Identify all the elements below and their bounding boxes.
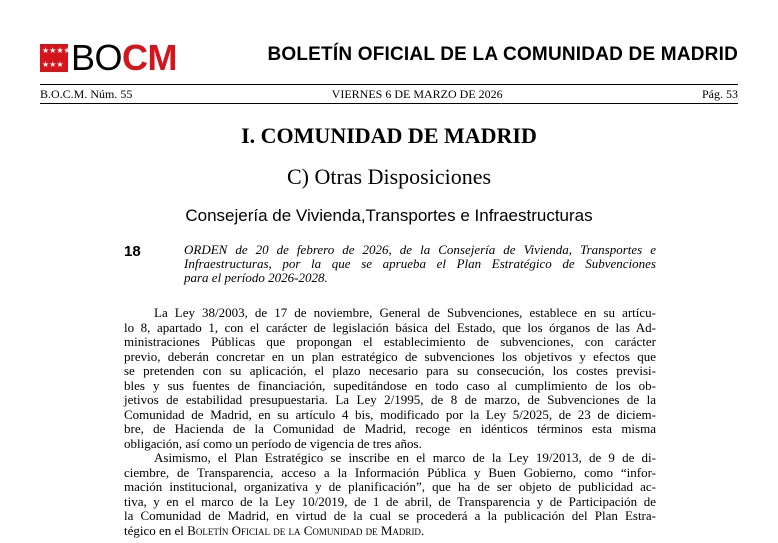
bulletin-name-smallcaps: Boletín Oficial de la Comunidad de Madrid bbox=[187, 522, 421, 538]
header-meta bbox=[40, 87, 738, 102]
text-line: lo 8, apartado 1, con el carácter de legislación básica del Estado, que los órganos de las Ad- bbox=[124, 319, 656, 335]
text-line: se pretenden con su aplicación, el plazo necesario para su consecución, los costes previsi- bbox=[124, 363, 656, 378]
paragraph-2 bbox=[124, 451, 656, 538]
text-line: jetivos de estabilidad presupuestaria. La Ley 2/1995, de 8 de marzo, de Subvenciones de la bbox=[124, 392, 656, 407]
ministry-name: Consejería de Vivienda,Transportes e Infraestructuras bbox=[185, 206, 593, 225]
text-line: bre, de Hacienda de la Comunidad de Madrid, recoge en idénticos términos esta misma bbox=[124, 421, 656, 436]
text-line: la Comunidad de Madrid, en virtud de la cual se procederá a la publicación del Plan Estra- bbox=[124, 508, 656, 523]
text-line: tiva, y en el marco de la Ley 10/2019, de 1 de abril, de Transparencia y de Participación de bbox=[124, 493, 656, 509]
text-line: ciembre, de Transparencia, acceso a la Información Pública y Buen Gobierno, como “infor- bbox=[124, 464, 656, 480]
text-line: Comunidad de Madrid, en su artículo 4 bis, modificado por la Ley 5/2025, de 23 de diciem- bbox=[124, 406, 656, 422]
text-line: La Ley 38/2003, de 17 de noviembre, General de Subvenciones, establece en su artícu- bbox=[154, 305, 656, 320]
orden-line: Infraestructuras, por la que se aprueba el Plan Estratégico de Subvenciones bbox=[184, 256, 656, 271]
orden-line: para el período 2026-2028. bbox=[184, 270, 328, 285]
orden-title bbox=[184, 243, 656, 285]
body-text bbox=[124, 306, 656, 538]
text-line: previo, deberán concretar en un plan estratégico de subvenciones los objetivos y efectos que bbox=[124, 348, 656, 364]
header-rule-top bbox=[40, 84, 738, 85]
text-line: bles y sus fuentes de financiación, supeditándose en todo caso al cumplimiento de los ob- bbox=[124, 377, 656, 393]
section-title: I. COMUNIDAD DE MADRID bbox=[241, 123, 537, 148]
subsection-title: C) Otras Disposiciones bbox=[286, 164, 492, 189]
paragraph-1 bbox=[124, 306, 656, 451]
issue-date: VIERNES 6 DE MARZO DE 2026 bbox=[331, 87, 503, 101]
text-line: tégico en el Boletín Oficial de la Comunidad de Madrid. bbox=[124, 522, 425, 538]
issue-number: B.O.C.M. Núm. 55 bbox=[40, 87, 133, 101]
entry-number: 18 bbox=[124, 243, 141, 260]
text-line: ministraciones Públicas que propongan el establecimiento de subvenciones, con carácter bbox=[124, 334, 656, 349]
bocm-logo bbox=[40, 37, 178, 78]
bulletin-title: BOLETÍN OFICIAL DE LA COMUNIDAD DE MADRID bbox=[267, 44, 738, 65]
logo-text: BOCM bbox=[71, 37, 178, 78]
text-line: mación institucional, organizativa y de planificación”, que ha de ser objeto de publicidad ac- bbox=[124, 479, 656, 494]
page-number: Pág. 53 bbox=[702, 87, 738, 101]
orden-line: ORDEN de 20 de febrero de 2026, de la Consejería de Vivienda, Transportes e bbox=[184, 242, 656, 257]
header-rule-bottom bbox=[40, 103, 738, 104]
madrid-flag-icon: ★ ★ ★ ★ ★ ★ ★ bbox=[40, 44, 68, 72]
text-line: obligación, así como un período de vigencia de tres años. bbox=[124, 435, 422, 451]
text-line: Asimismo, el Plan Estratégico se inscribe en el marco de la Ley 19/2013, de 9 de di- bbox=[154, 450, 656, 465]
